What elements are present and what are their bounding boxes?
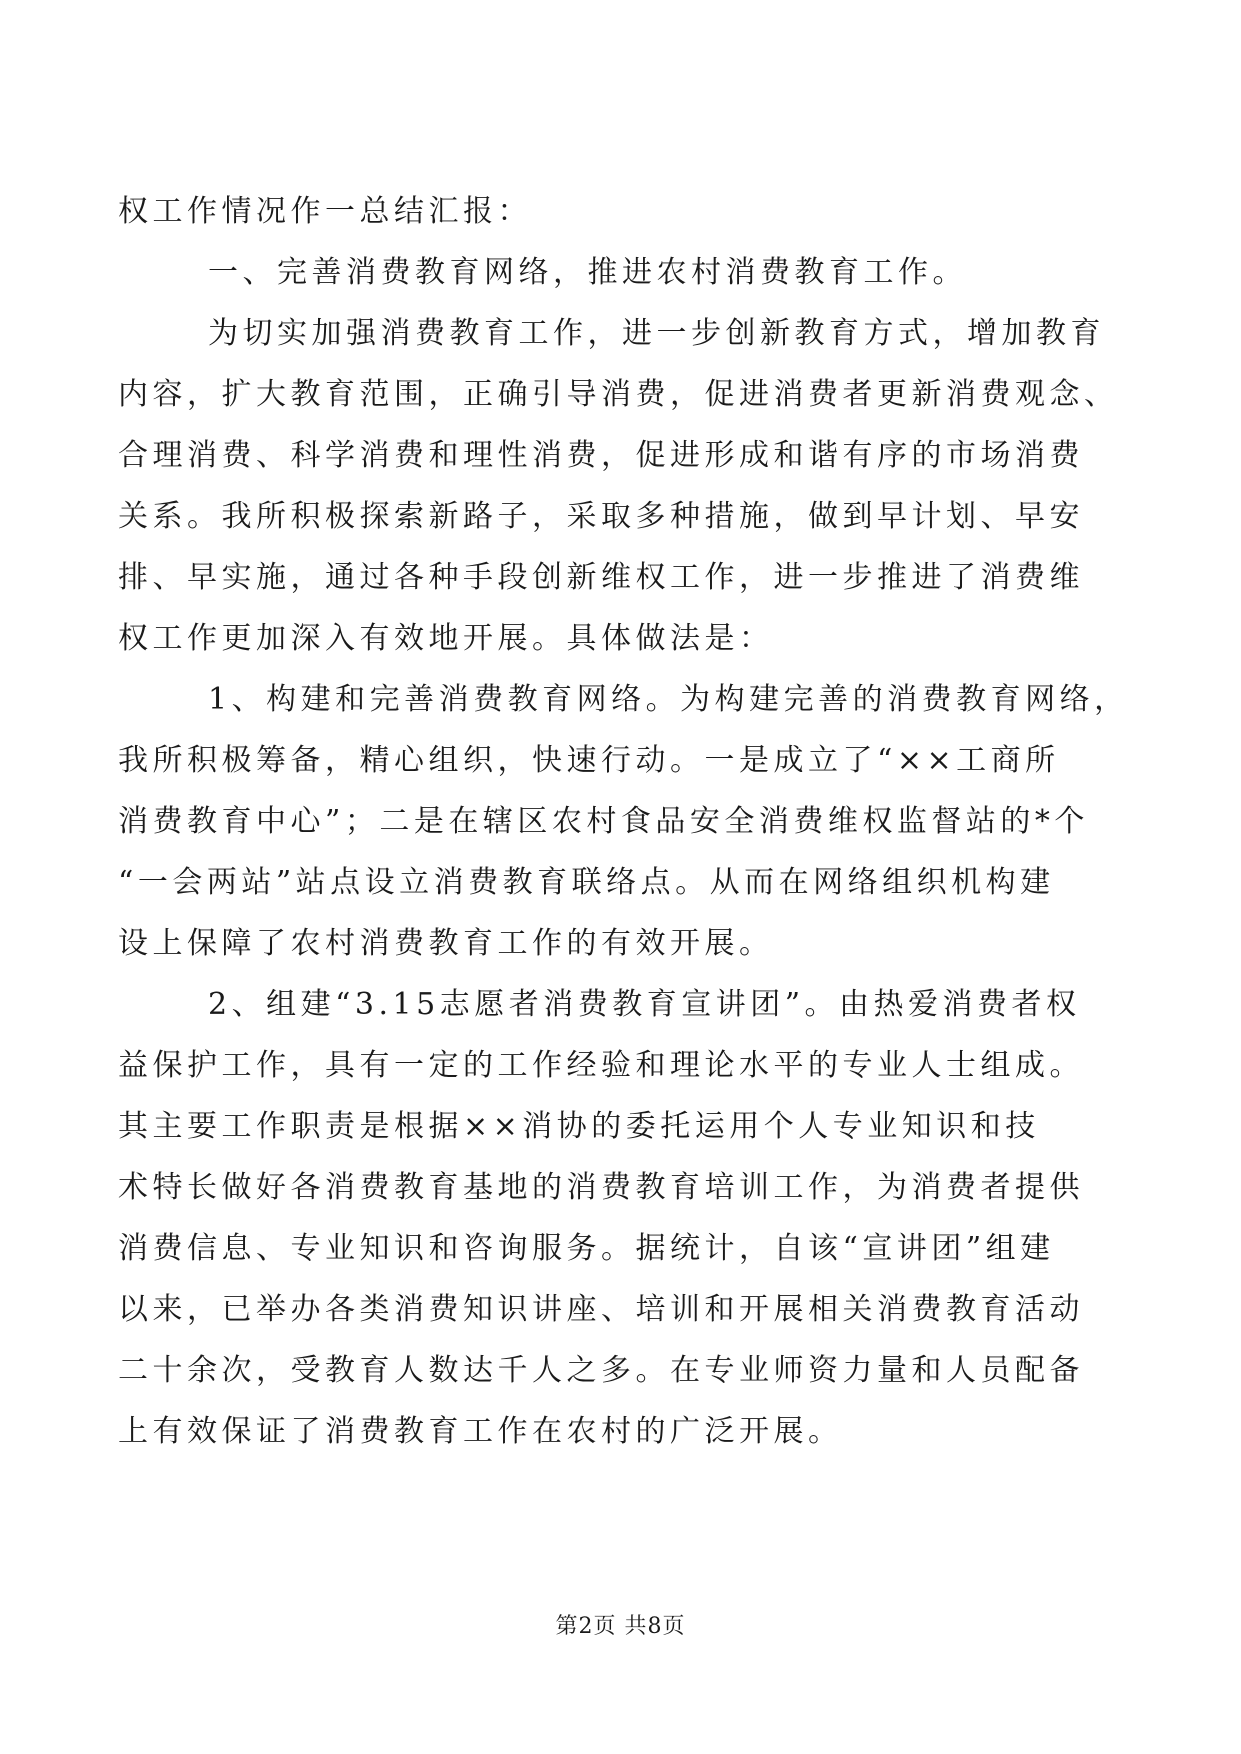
text-line: 其主要工作职责是根据××消协的委托运用个人专业知识和技 [118,1109,1040,1144]
text-line: 1、构建和完善消费教育网络。为构建完善的消费教育网络， [208,682,1129,717]
text-line: 2、组建“3.15志愿者消费教育宣讲团”。由热爱消费者权 [208,987,1081,1022]
text-line: “一会两站”站点设立消费教育联络点。从而在网络组织机构建 [118,865,1055,900]
text-line: 二十余次，受教育人数达千人之多。在专业师资力量和人员配备 [118,1353,1084,1388]
text-line: 合理消费、科学消费和理性消费，促进形成和谐有序的市场消费 [118,438,1084,473]
text-line: 权工作情况作一总结汇报： [118,194,532,229]
text-line: 术特长做好各消费教育基地的消费教育培训工作，为消费者提供 [118,1170,1084,1205]
text-line: 益保护工作，具有一定的工作经验和理论水平的专业人士组成。 [118,1048,1084,1083]
text-line: 排、早实施，通过各种手段创新维权工作，进一步推进了消费维 [118,560,1084,595]
text-line: 上有效保证了消费教育工作在农村的广泛开展。 [118,1414,843,1449]
text-line: 消费信息、专业知识和咨询服务。据统计，自该“宣讲团”组建 [118,1231,1055,1266]
text-line: 关系。我所积极探索新路子，采取多种措施，做到早计划、早安 [118,499,1084,534]
paragraph-heading: 一、完善消费教育网络，推进农村消费教育工作。 [208,255,967,290]
text-line: 为切实加强消费教育工作，进一步创新教育方式，增加教育 [208,316,1105,351]
text-line: 我所积极筹备，精心组织，快速行动。一是成立了“××工商所 [118,743,1060,778]
text-line: 设上保障了农村消费教育工作的有效开展。 [118,926,774,961]
text-line: 消费教育中心”；二是在辖区农村食品安全消费维权监督站的*个 [118,804,1089,839]
text-line: 内容，扩大教育范围，正确引导消费，促进消费者更新消费观念、 [118,377,1119,412]
page-number: 第2页 共8页 [555,1614,686,1639]
text-line: 以来，已举办各类消费知识讲座、培训和开展相关消费教育活动 [118,1292,1084,1327]
text-line: 权工作更加深入有效地开展。具体做法是： [118,621,774,656]
